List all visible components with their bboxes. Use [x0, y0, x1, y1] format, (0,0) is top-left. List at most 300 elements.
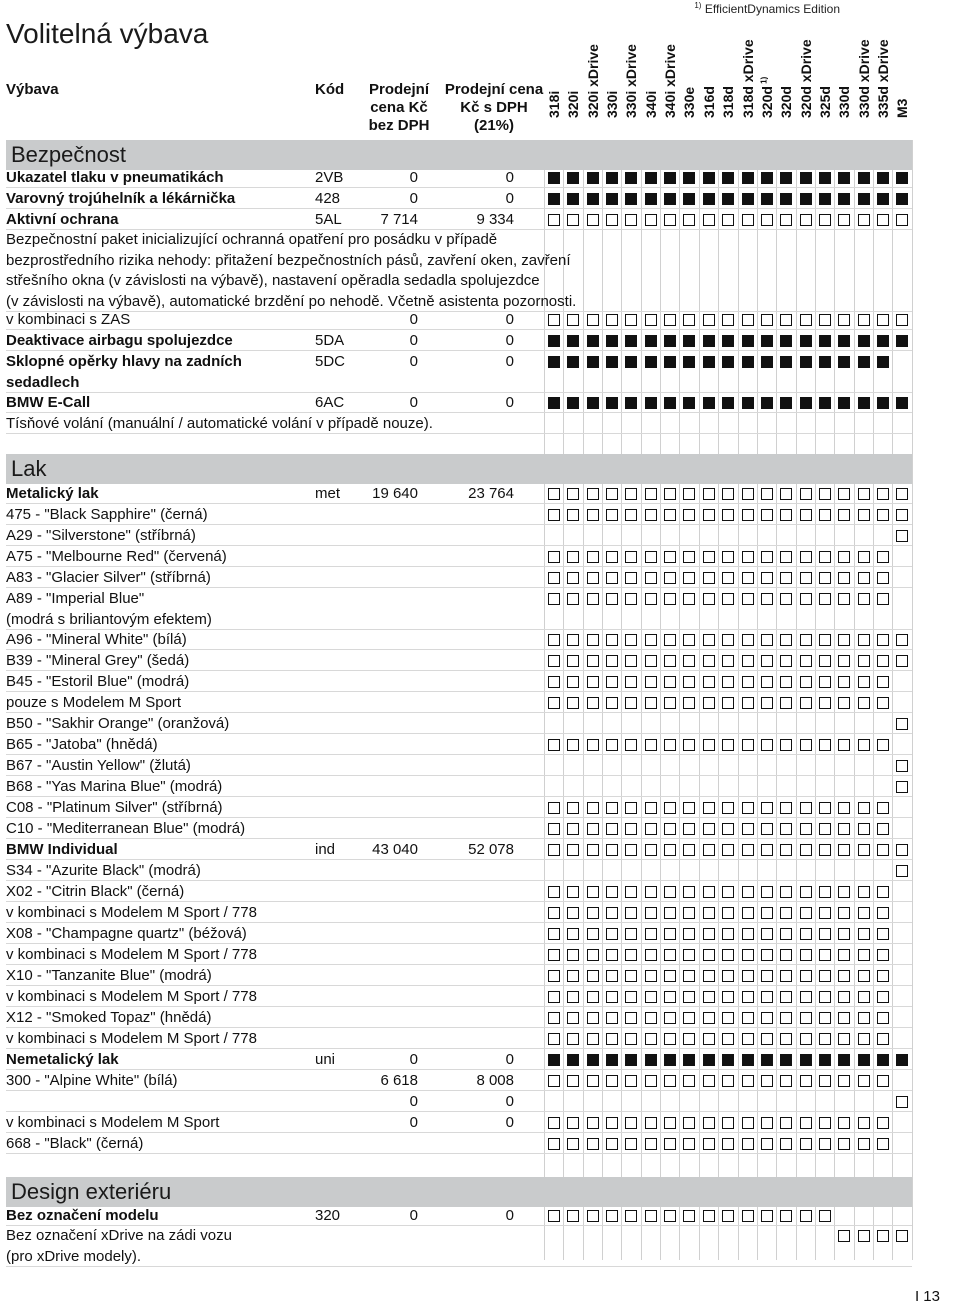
standard-equipment-marker: [877, 397, 889, 409]
standard-equipment-marker: [722, 397, 734, 409]
optional-equipment-marker: [780, 991, 792, 1003]
optional-equipment-marker: [800, 970, 812, 982]
optional-equipment-marker: [858, 1117, 870, 1129]
optional-equipment-marker: [664, 551, 676, 563]
row-divider: [6, 629, 912, 630]
price-without-vat: 0: [409, 394, 418, 411]
optional-equipment-marker: [567, 949, 579, 961]
optional-equipment-marker: [838, 1117, 850, 1129]
equipment-label-line: Tísňové volání (manuální / automatické volání v případě nouze).: [6, 415, 433, 432]
optional-equipment-marker: [567, 488, 579, 500]
optional-equipment-marker: [625, 488, 637, 500]
equipment-label-line: BMW E-Call: [6, 394, 91, 411]
optional-equipment-marker: [761, 314, 773, 326]
optional-equipment-marker: [761, 551, 773, 563]
optional-equipment-marker: [664, 1117, 676, 1129]
optional-equipment-marker: [625, 739, 637, 751]
optional-equipment-marker: [548, 314, 560, 326]
optional-equipment-marker: [742, 907, 754, 919]
optional-equipment-marker: [703, 949, 715, 961]
option-code: 5DC: [315, 353, 346, 370]
optional-equipment-marker: [664, 1210, 676, 1222]
optional-equipment-marker: [838, 949, 850, 961]
optional-equipment-marker: [838, 655, 850, 667]
optional-equipment-marker: [780, 509, 792, 521]
optional-equipment-marker: [877, 1012, 889, 1024]
optional-equipment-marker: [742, 314, 754, 326]
optional-equipment-marker: [877, 823, 889, 835]
standard-equipment-marker: [625, 397, 637, 409]
optional-equipment-marker: [683, 928, 695, 940]
optional-equipment-marker: [858, 697, 870, 709]
standard-equipment-marker: [858, 356, 870, 368]
standard-equipment-marker: [819, 335, 831, 347]
column-divider: [854, 140, 855, 1260]
optional-equipment-marker: [606, 1012, 618, 1024]
optional-equipment-marker: [625, 572, 637, 584]
optional-equipment-marker: [858, 802, 870, 814]
row-divider: [6, 1048, 912, 1049]
optional-equipment-marker: [819, 991, 831, 1003]
optional-equipment-marker: [877, 928, 889, 940]
optional-equipment-marker: [645, 655, 657, 667]
optional-equipment-marker: [761, 572, 773, 584]
optional-equipment-marker: [780, 949, 792, 961]
optional-equipment-marker: [838, 214, 850, 226]
optional-equipment-marker: [742, 551, 754, 563]
optional-equipment-marker: [800, 697, 812, 709]
optional-equipment-marker: [819, 949, 831, 961]
standard-equipment-marker: [567, 1054, 579, 1066]
optional-equipment-marker: [625, 214, 637, 226]
optional-equipment-marker: [683, 593, 695, 605]
standard-equipment-marker: [625, 1054, 637, 1066]
optional-equipment-marker: [606, 907, 618, 919]
optional-equipment-marker: [645, 970, 657, 982]
standard-equipment-marker: [800, 335, 812, 347]
optional-equipment-marker: [780, 593, 792, 605]
optional-equipment-marker: [645, 949, 657, 961]
optional-equipment-marker: [548, 488, 560, 500]
standard-equipment-marker: [548, 335, 560, 347]
optional-equipment-marker: [645, 572, 657, 584]
standard-equipment-marker: [664, 172, 676, 184]
option-code: met: [315, 485, 341, 502]
optional-equipment-marker: [587, 509, 599, 521]
optional-equipment-marker: [567, 314, 579, 326]
row-divider: [6, 649, 912, 650]
optional-equipment-marker: [587, 907, 599, 919]
price-with-vat: 0: [505, 1051, 514, 1068]
row-divider: [6, 229, 912, 230]
standard-equipment-marker: [761, 172, 773, 184]
optional-equipment-marker: [819, 907, 831, 919]
optional-equipment-marker: [664, 1138, 676, 1150]
optional-equipment-marker: [703, 509, 715, 521]
optional-equipment-marker: [819, 488, 831, 500]
optional-equipment-marker: [548, 509, 560, 521]
optional-equipment-marker: [606, 655, 618, 667]
equipment-label-line: S34 - "Azurite Black" (modrá): [6, 862, 201, 879]
optional-equipment-marker: [567, 1033, 579, 1045]
price-with-vat: 0: [505, 169, 514, 186]
column-divider: [621, 140, 622, 1260]
row-divider: [6, 412, 912, 413]
optional-equipment-marker: [838, 739, 850, 751]
optional-equipment-marker: [567, 739, 579, 751]
equipment-label-line: A89 - "Imperial Blue": [6, 590, 145, 607]
optional-equipment-marker: [645, 739, 657, 751]
optional-equipment-marker: [548, 928, 560, 940]
optional-equipment-marker: [548, 676, 560, 688]
standard-equipment-marker: [703, 1054, 715, 1066]
optional-equipment-marker: [625, 844, 637, 856]
equipment-label-line: 300 - "Alpine White" (bílá): [6, 1072, 178, 1089]
optional-equipment-marker: [877, 802, 889, 814]
optional-equipment-marker: [819, 655, 831, 667]
optional-equipment-marker: [838, 314, 850, 326]
optional-equipment-marker: [800, 949, 812, 961]
standard-equipment-marker: [877, 1054, 889, 1066]
standard-equipment-marker: [858, 335, 870, 347]
optional-equipment-marker: [567, 844, 579, 856]
optional-equipment-marker: [800, 1138, 812, 1150]
equipment-label-line: (modrá s briliantovým efektem): [6, 610, 212, 628]
optional-equipment-marker: [819, 1033, 831, 1045]
optional-equipment-marker: [683, 551, 695, 563]
optional-equipment-marker: [858, 739, 870, 751]
header-price-without-vat-line: cena Kč: [370, 99, 428, 116]
optional-equipment-marker: [645, 1138, 657, 1150]
standard-equipment-marker: [645, 1054, 657, 1066]
optional-equipment-marker: [838, 509, 850, 521]
model-name: 340i xDrive: [662, 44, 678, 118]
optional-equipment-marker: [606, 1117, 618, 1129]
optional-equipment-marker: [838, 886, 850, 898]
optional-equipment-marker: [703, 739, 715, 751]
optional-equipment-marker: [645, 844, 657, 856]
equipment-label-line: sedadlech: [6, 373, 80, 391]
equipment-label-line: B45 - "Estoril Blue" (modrá): [6, 673, 190, 690]
optional-equipment-marker: [645, 214, 657, 226]
optional-equipment-marker: [548, 572, 560, 584]
optional-equipment-marker: [819, 1075, 831, 1087]
standard-equipment-marker: [664, 193, 676, 205]
equipment-label-line: X10 - "Tanzanite Blue" (modrá): [6, 967, 212, 984]
row-divider: [6, 838, 912, 839]
standard-equipment-marker: [780, 335, 792, 347]
optional-equipment-marker: [567, 1117, 579, 1129]
optional-equipment-marker: [877, 676, 889, 688]
equipment-label-line: C10 - "Mediterranean Blue" (modrá): [6, 820, 246, 837]
optional-equipment-marker: [742, 928, 754, 940]
optional-equipment-marker: [683, 488, 695, 500]
optional-equipment-marker: [683, 1138, 695, 1150]
optional-equipment-marker: [761, 488, 773, 500]
model-column-header: [622, 38, 640, 134]
optional-equipment-marker: [742, 802, 754, 814]
optional-equipment-marker: [606, 634, 618, 646]
optional-equipment-marker: [877, 1230, 889, 1242]
standard-equipment-marker: [858, 172, 870, 184]
equipment-label-line: v kombinaci s Modelem M Sport / 778: [6, 988, 257, 1005]
optional-equipment-marker: [606, 844, 618, 856]
optional-equipment-marker: [722, 1210, 734, 1222]
optional-equipment-marker: [548, 949, 560, 961]
standard-equipment-marker: [606, 397, 618, 409]
standard-equipment-marker: [819, 193, 831, 205]
standard-equipment-marker: [819, 397, 831, 409]
optional-equipment-marker: [703, 1033, 715, 1045]
standard-equipment-marker: [703, 172, 715, 184]
optional-equipment-marker: [703, 214, 715, 226]
optional-equipment-marker: [761, 655, 773, 667]
optional-equipment-marker: [896, 1230, 908, 1242]
optional-equipment-marker: [722, 928, 734, 940]
optional-equipment-marker: [800, 634, 812, 646]
model-name: M3: [894, 98, 910, 118]
section-header: [6, 454, 912, 484]
optional-equipment-marker: [645, 1075, 657, 1087]
row-divider: [6, 880, 912, 881]
standard-equipment-marker: [742, 397, 754, 409]
model-name: 335d xDrive: [875, 39, 891, 118]
standard-equipment-marker: [567, 356, 579, 368]
optional-equipment-marker: [664, 488, 676, 500]
optional-equipment-marker: [548, 214, 560, 226]
optional-equipment-marker: [800, 488, 812, 500]
model-column-header: [719, 38, 737, 134]
optional-equipment-marker: [819, 593, 831, 605]
standard-equipment-marker: [858, 193, 870, 205]
optional-equipment-marker: [703, 823, 715, 835]
optional-equipment-marker: [567, 593, 579, 605]
standard-equipment-marker: [587, 335, 599, 347]
optional-equipment-marker: [722, 907, 734, 919]
optional-equipment-marker: [683, 823, 695, 835]
model-column-header: [680, 38, 698, 134]
optional-equipment-marker: [664, 739, 676, 751]
optional-equipment-marker: [587, 949, 599, 961]
optional-equipment-marker: [819, 634, 831, 646]
header-kod: Kód: [315, 81, 345, 98]
optional-equipment-marker: [858, 488, 870, 500]
optional-equipment-marker: [683, 802, 695, 814]
row-divider: [6, 587, 912, 588]
optional-equipment-marker: [587, 1033, 599, 1045]
optional-equipment-marker: [645, 697, 657, 709]
row-divider: [6, 859, 912, 860]
standard-equipment-marker: [896, 335, 908, 347]
optional-equipment-marker: [896, 488, 908, 500]
row-divider: [6, 433, 912, 434]
equipment-label-line: B39 - "Mineral Grey" (šedá): [6, 652, 190, 669]
price-with-vat: 0: [505, 190, 514, 207]
optional-equipment-marker: [606, 1210, 618, 1222]
optional-equipment-marker: [664, 676, 676, 688]
optional-equipment-marker: [587, 655, 599, 667]
standard-equipment-marker: [625, 172, 637, 184]
optional-equipment-marker: [664, 949, 676, 961]
optional-equipment-marker: [780, 886, 792, 898]
column-divider: [641, 140, 642, 1260]
header-price-with-vat-line: Kč s DPH: [460, 99, 528, 116]
optional-equipment-marker: [703, 1117, 715, 1129]
row-divider: [6, 1006, 912, 1007]
optional-equipment-marker: [838, 1230, 850, 1242]
optional-equipment-marker: [567, 823, 579, 835]
optional-equipment-marker: [761, 214, 773, 226]
optional-equipment-marker: [703, 634, 715, 646]
price-without-vat: 7 714: [380, 211, 418, 228]
optional-equipment-marker: [587, 802, 599, 814]
optional-equipment-marker: [548, 1117, 560, 1129]
standard-equipment-marker: [877, 335, 889, 347]
row-divider: [6, 1225, 912, 1226]
optional-equipment-marker: [587, 676, 599, 688]
optional-equipment-marker: [761, 1075, 773, 1087]
optional-equipment-marker: [664, 907, 676, 919]
optional-equipment-marker: [896, 655, 908, 667]
option-code: 5AL: [315, 211, 342, 228]
model-name: 320i xDrive: [585, 44, 601, 118]
option-code: 320: [315, 1207, 341, 1224]
optional-equipment-marker: [587, 634, 599, 646]
model-column-header: [545, 38, 563, 134]
optional-equipment-marker: [625, 314, 637, 326]
optional-equipment-marker: [761, 823, 773, 835]
standard-equipment-marker: [645, 172, 657, 184]
price-without-vat: 0: [409, 1114, 418, 1131]
section-header: [6, 1177, 912, 1207]
standard-equipment-marker: [683, 1054, 695, 1066]
standard-equipment-marker: [664, 1054, 676, 1066]
optional-equipment-marker: [877, 907, 889, 919]
column-divider: [718, 140, 719, 1260]
optional-equipment-marker: [780, 572, 792, 584]
row-divider: [6, 922, 912, 923]
optional-equipment-marker: [587, 991, 599, 1003]
equipment-label-line: B65 - "Jatoba" (hnědá): [6, 736, 158, 753]
optional-equipment-marker: [664, 572, 676, 584]
optional-equipment-marker: [742, 593, 754, 605]
optional-equipment-marker: [606, 551, 618, 563]
optional-equipment-marker: [722, 214, 734, 226]
option-code: ind: [315, 841, 336, 858]
optional-equipment-marker: [606, 1033, 618, 1045]
optional-equipment-marker: [606, 214, 618, 226]
equipment-label-line: Bez označení modelu: [6, 1207, 159, 1224]
optional-equipment-marker: [703, 928, 715, 940]
optional-equipment-marker: [858, 1075, 870, 1087]
optional-equipment-marker: [567, 907, 579, 919]
optional-equipment-marker: [800, 551, 812, 563]
column-divider: [873, 140, 874, 1260]
optional-equipment-marker: [645, 1117, 657, 1129]
optional-equipment-marker: [800, 928, 812, 940]
optional-equipment-marker: [838, 802, 850, 814]
optional-equipment-marker: [819, 844, 831, 856]
optional-equipment-marker: [819, 886, 831, 898]
standard-equipment-marker: [742, 1054, 754, 1066]
optional-equipment-marker: [877, 593, 889, 605]
optional-equipment-marker: [587, 886, 599, 898]
standard-equipment-marker: [664, 356, 676, 368]
equipment-label-line: Nemetalický lak: [6, 1051, 119, 1068]
optional-equipment-marker: [606, 991, 618, 1003]
column-divider: [738, 140, 739, 1260]
optional-equipment-marker: [606, 970, 618, 982]
optional-equipment-marker: [780, 697, 792, 709]
optional-equipment-marker: [606, 949, 618, 961]
optional-equipment-marker: [742, 1012, 754, 1024]
row-divider: [6, 775, 912, 776]
header-price-with-vat-line: (21%): [473, 117, 514, 134]
optional-equipment-marker: [742, 1033, 754, 1045]
optional-equipment-marker: [664, 886, 676, 898]
optional-equipment-marker: [645, 551, 657, 563]
standard-equipment-marker: [625, 356, 637, 368]
row-divider: [6, 392, 912, 393]
row-divider: [6, 712, 912, 713]
column-divider: [834, 140, 835, 1260]
optional-equipment-marker: [703, 1012, 715, 1024]
optional-equipment-marker: [567, 572, 579, 584]
optional-equipment-marker: [800, 1075, 812, 1087]
optional-equipment-marker: [858, 572, 870, 584]
standard-equipment-marker: [606, 1054, 618, 1066]
header-vybava: Výbava: [6, 81, 59, 98]
optional-equipment-marker: [703, 844, 715, 856]
standard-equipment-marker: [683, 397, 695, 409]
optional-equipment-marker: [800, 991, 812, 1003]
optional-equipment-marker: [722, 572, 734, 584]
optional-equipment-marker: [625, 697, 637, 709]
optional-equipment-marker: [780, 844, 792, 856]
optional-equipment-marker: [877, 214, 889, 226]
optional-equipment-marker: [858, 1033, 870, 1045]
optional-equipment-marker: [703, 991, 715, 1003]
optional-equipment-marker: [800, 1012, 812, 1024]
optional-equipment-marker: [858, 823, 870, 835]
optional-equipment-marker: [548, 802, 560, 814]
optional-equipment-marker: [877, 970, 889, 982]
optional-equipment-marker: [800, 509, 812, 521]
optional-equipment-marker: [819, 1210, 831, 1222]
column-divider: [912, 140, 913, 1260]
optional-equipment-marker: [645, 488, 657, 500]
standard-equipment-marker: [800, 1054, 812, 1066]
price-without-vat: 0: [409, 353, 418, 370]
standard-equipment-marker: [567, 335, 579, 347]
row-divider: [6, 524, 912, 525]
optional-equipment-marker: [548, 593, 560, 605]
standard-equipment-marker: [780, 193, 792, 205]
optional-equipment-marker: [625, 655, 637, 667]
standard-equipment-marker: [587, 397, 599, 409]
optional-equipment-marker: [819, 970, 831, 982]
optional-equipment-marker: [742, 949, 754, 961]
optional-equipment-marker: [683, 1117, 695, 1129]
optional-equipment-marker: [606, 509, 618, 521]
model-name: 320d: [778, 86, 794, 118]
standard-equipment-marker: [722, 1054, 734, 1066]
optional-equipment-marker: [838, 1012, 850, 1024]
optional-equipment-marker: [780, 928, 792, 940]
row-divider: [6, 964, 912, 965]
column-divider: [892, 140, 893, 1260]
optional-equipment-marker: [858, 214, 870, 226]
